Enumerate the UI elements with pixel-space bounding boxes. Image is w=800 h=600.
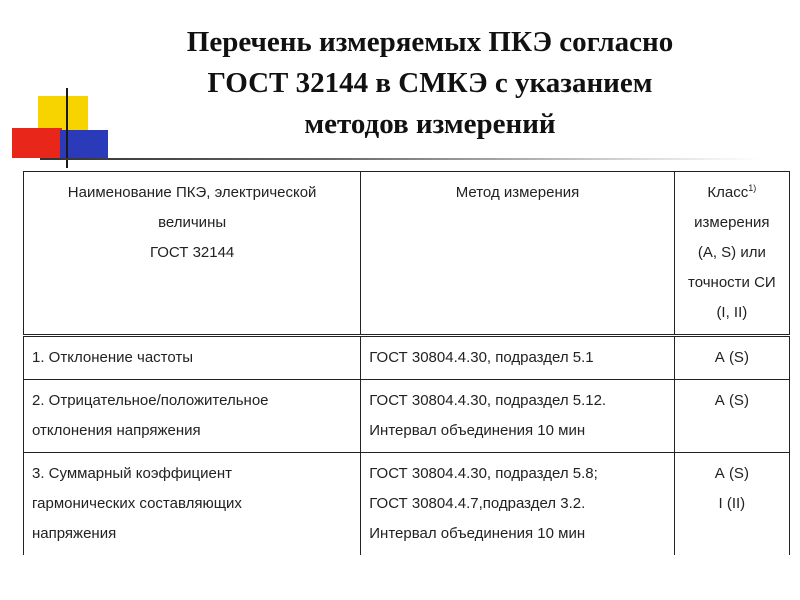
- title-underline: [40, 158, 760, 160]
- table-header-row: [24, 172, 790, 336]
- cell-name: 2. Отрицательное/положительное отклонения напряжения: [24, 380, 361, 453]
- table-row: [24, 380, 790, 453]
- table-row: [24, 336, 790, 380]
- header-name: Наименование ПКЭ, электрической величины ГОСТ 32144: [24, 172, 361, 336]
- header-class: Класс$^{1)}$ измерения (A, S) или точности СИ (I, II): [674, 172, 789, 336]
- cell-method: ГОСТ 30804.4.30, подраздел 5.8; ГОСТ 30804.4.7,подраздел 3.2. Интервал объединения 10 мин: [361, 453, 674, 556]
- header-method: Метод измерения: [361, 172, 674, 336]
- cell-name: 3. Суммарный коэффициент гармонических составляющих напряжения: [24, 453, 361, 556]
- vertical-divider: [66, 88, 68, 168]
- title-line-3: методов измерений: [304, 108, 556, 140]
- cell-class: А (S): [674, 380, 789, 453]
- title-line-1: Перечень измеряемых ПКЭ согласно: [186, 26, 674, 58]
- title-line-2: ГОСТ 32144 в СМКЭ с указанием: [207, 67, 653, 99]
- red-square: [12, 128, 62, 158]
- slide-title: [110, 22, 750, 145]
- cell-class: А (S): [674, 336, 789, 380]
- cell-method: ГОСТ 30804.4.30, подраздел 5.1: [361, 336, 674, 380]
- pke-table: [23, 171, 790, 555]
- cell-method: ГОСТ 30804.4.30, подраздел 5.12. Интервал объединения 10 мин: [361, 380, 674, 453]
- cell-name: 1. Отклонение частоты: [24, 336, 361, 380]
- table-row: [24, 453, 790, 556]
- cell-class: А (S) I (II): [674, 453, 789, 556]
